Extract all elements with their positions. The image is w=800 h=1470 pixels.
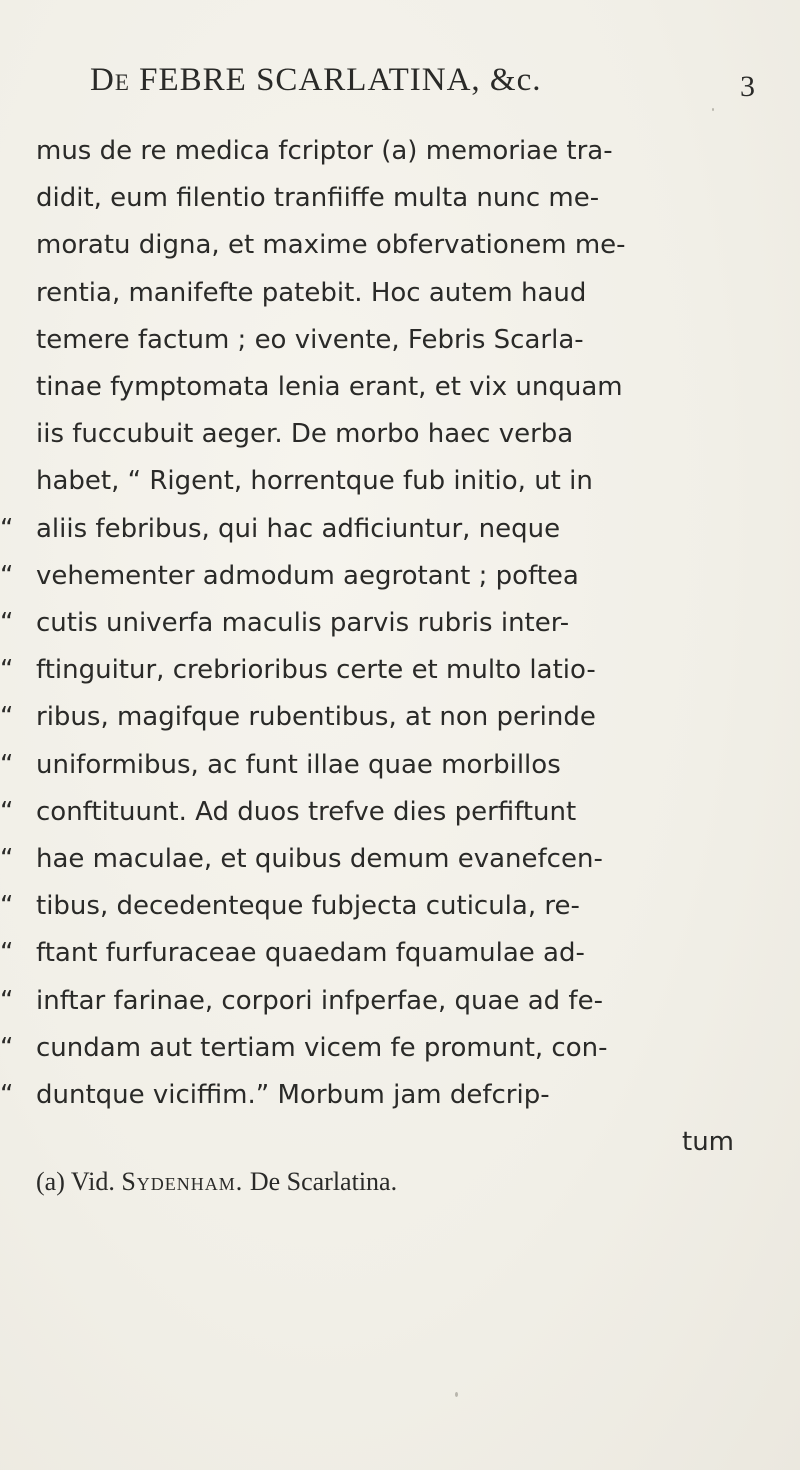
text-line-quoted xyxy=(0,511,766,547)
footnote xyxy=(36,1165,766,1199)
line-text: vehementer admodum aegrotant ; poftea xyxy=(36,561,579,591)
text-line-quoted xyxy=(0,699,766,735)
line-text: ribus, magifque rubentibus, at non perinde xyxy=(36,702,596,732)
line-text: conftituunt. Ad duos trefve dies perfiftunt xyxy=(36,797,577,827)
line-text: inftar farinae, corpori infperfae, quae ad fe- xyxy=(36,986,603,1016)
line-text: iis fuccubuit aeger. De morbo haec verba xyxy=(36,419,574,449)
quote-mark: “ xyxy=(0,608,14,638)
page-number: 3 xyxy=(740,70,755,103)
running-head-de: De xyxy=(90,62,130,98)
quote-mark: “ xyxy=(0,891,14,921)
text-line-quoted xyxy=(0,1030,766,1066)
running-head-title: FEBRE SCARLATINA, &c. xyxy=(139,62,542,98)
line-text: ftinguitur, crebrioribus certe et multo latio- xyxy=(36,655,596,685)
line-text: ftant furfuraceae quaedam fquamulae ad- xyxy=(36,938,585,968)
line-text: habet, “ Rigent, horrentque fub initio, ut in xyxy=(36,466,593,496)
text-line-quoted xyxy=(0,558,766,594)
line-text: cundam aut tertiam vicem fe promunt, con- xyxy=(36,1033,608,1063)
line-text: mus de re medica fcriptor (a) memoriae tra- xyxy=(36,136,613,166)
line-text: tibus, decedenteque fubjecta cuticula, re- xyxy=(36,891,580,921)
catchword: tum xyxy=(682,1127,734,1157)
footnote-prefix: Vid. xyxy=(70,1167,115,1196)
line-text: uniformibus, ac funt illae quae morbillos xyxy=(36,750,561,780)
line-text: duntque viciffim.” Morbum jam defcrip- xyxy=(36,1080,550,1110)
line-text: temere factum ; eo vivente, Febris Scarla- xyxy=(36,325,584,355)
text-line xyxy=(36,275,766,311)
text-line xyxy=(36,369,766,405)
quote-mark: “ xyxy=(0,702,14,732)
footnote-work: De Scarlatina. xyxy=(249,1167,398,1196)
text-line xyxy=(36,133,766,169)
line-text: cutis univerfa maculis parvis rubris inter- xyxy=(36,608,570,638)
line-text: hae maculae, et quibus demum evanefcen- xyxy=(36,844,603,874)
quote-mark: “ xyxy=(0,1080,14,1110)
quote-mark: “ xyxy=(0,797,14,827)
quote-mark: “ xyxy=(0,844,14,874)
text-line xyxy=(36,463,766,499)
line-text: moratu digna, et maxime obfervationem me- xyxy=(36,230,626,260)
text-line-quoted xyxy=(0,794,766,830)
quote-mark: “ xyxy=(0,938,14,968)
text-line xyxy=(36,416,766,452)
line-text: aliis febribus, qui hac adficiuntur, neque xyxy=(36,514,561,544)
quote-mark: “ xyxy=(0,750,14,780)
running-head xyxy=(90,62,730,99)
footnote-marker: (a) xyxy=(36,1167,65,1196)
text-line-quoted xyxy=(0,747,766,783)
text-line xyxy=(36,180,766,216)
text-line-quoted xyxy=(0,888,766,924)
line-text: rentia, manifefte patebit. Hoc autem haud xyxy=(36,278,587,308)
line-text: tinae fymptomata lenia erant, et vix unquam xyxy=(36,372,623,402)
quote-mark: “ xyxy=(0,655,14,685)
text-line-quoted xyxy=(0,841,766,877)
quote-mark: “ xyxy=(0,986,14,1016)
paper-speck xyxy=(712,108,714,111)
paper-speck xyxy=(455,1392,458,1397)
footnote-author: Sydenham. xyxy=(121,1167,244,1196)
quote-mark: “ xyxy=(0,1033,14,1063)
line-text: didit, eum filentio tranfiiffe multa nunc me- xyxy=(36,183,600,213)
quote-mark: “ xyxy=(0,514,14,544)
text-line xyxy=(36,227,766,263)
text-line-quoted xyxy=(0,1077,766,1113)
text-line-quoted xyxy=(0,605,766,641)
text-line xyxy=(36,322,766,358)
quote-mark: “ xyxy=(0,561,14,591)
text-line-quoted xyxy=(0,652,766,688)
text-line-quoted xyxy=(0,983,766,1019)
text-line-quoted xyxy=(0,935,766,971)
